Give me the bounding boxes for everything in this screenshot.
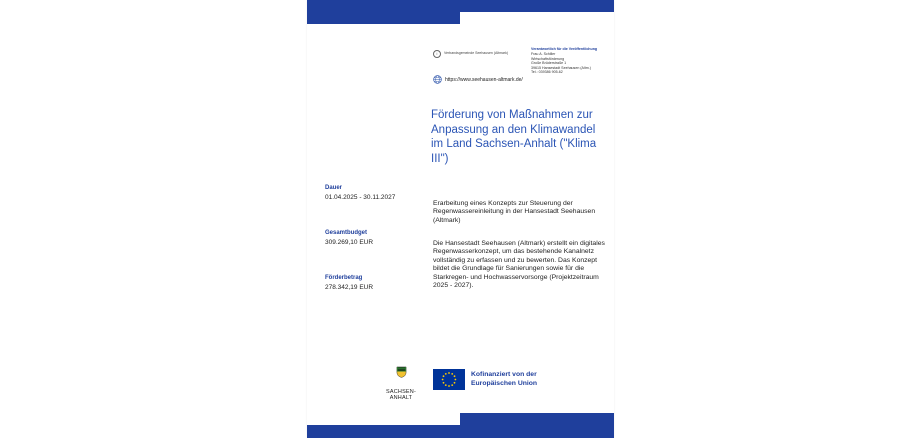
fact-funding	[325, 275, 421, 291]
contact-title: Verantwortlich für die Veröffentlichung	[531, 47, 598, 51]
info-icon: i	[433, 50, 441, 58]
contact-line: Tel.: 039386 905-62	[531, 70, 563, 75]
eu-flag-icon	[433, 369, 465, 390]
project-subtitle: Erarbeitung eines Konzepts zur Steuerung der Regenwassereinleitung in der Hansestadt Seehausen (Altmark)	[433, 200, 596, 224]
state-name: SACHSEN-ANHALT	[385, 389, 417, 401]
top-bar	[307, 0, 614, 12]
eu-cofunding-text	[471, 371, 537, 388]
fact-label: Förderbetrag	[325, 275, 363, 281]
fact-budget	[325, 230, 421, 246]
bottom-bar	[307, 425, 614, 438]
lead-name: Verbandsgemeinde Seehausen (Altmark)	[444, 51, 509, 55]
fact-label: Dauer	[325, 185, 343, 191]
globe-icon	[433, 75, 442, 84]
top-bar-accent	[307, 12, 460, 24]
fact-value: 309.269,10 EUR	[325, 239, 374, 246]
fact-duration	[325, 185, 421, 201]
sachsen-anhalt-logo	[376, 365, 426, 401]
eu-line-1: Kofinanziert von der	[471, 371, 537, 378]
poster-page	[307, 0, 614, 438]
page-title: Förderung von Maßnahmen zur Anpassung an den Klimawandel im Land Sachsen-Anhalt ("Klima III")	[431, 109, 597, 165]
eu-line-2: Europäischen Union	[471, 379, 538, 387]
contact-line: Frau A. Schiller	[531, 52, 556, 57]
eu-cofunding	[433, 369, 593, 391]
shield-icon	[396, 366, 407, 378]
contact-line: Große Brüderstraße 1	[531, 61, 567, 66]
website-link[interactable]: https://www.seehausen-altmark.de/	[445, 77, 523, 83]
contact-line: Wirtschaftsförderung	[531, 56, 565, 61]
fact-value: 278.342,19 EUR	[325, 284, 374, 291]
facts-column	[325, 185, 421, 291]
fact-label: Gesamtbudget	[325, 230, 368, 236]
contact-block	[531, 47, 611, 74]
fact-value: 01.04.2025 - 30.11.2027	[325, 194, 396, 201]
project-description: Die Hansestadt Seehausen (Altmark) erstellt ein digitales Regenwasserkonzept, um das bestehende Kanalnetz vollständig zu erfassen und zu bewerten. Das Konzept bildet die Grundlage für Sanierungen sowie für die Starkregen- und Hochwasservorsorge (Projektzeitraum 2025 - 2027).	[433, 240, 605, 290]
contact-line: 39615 Hansestadt Seehausen (Altm.)	[531, 65, 591, 70]
bottom-bar-accent	[460, 413, 614, 425]
